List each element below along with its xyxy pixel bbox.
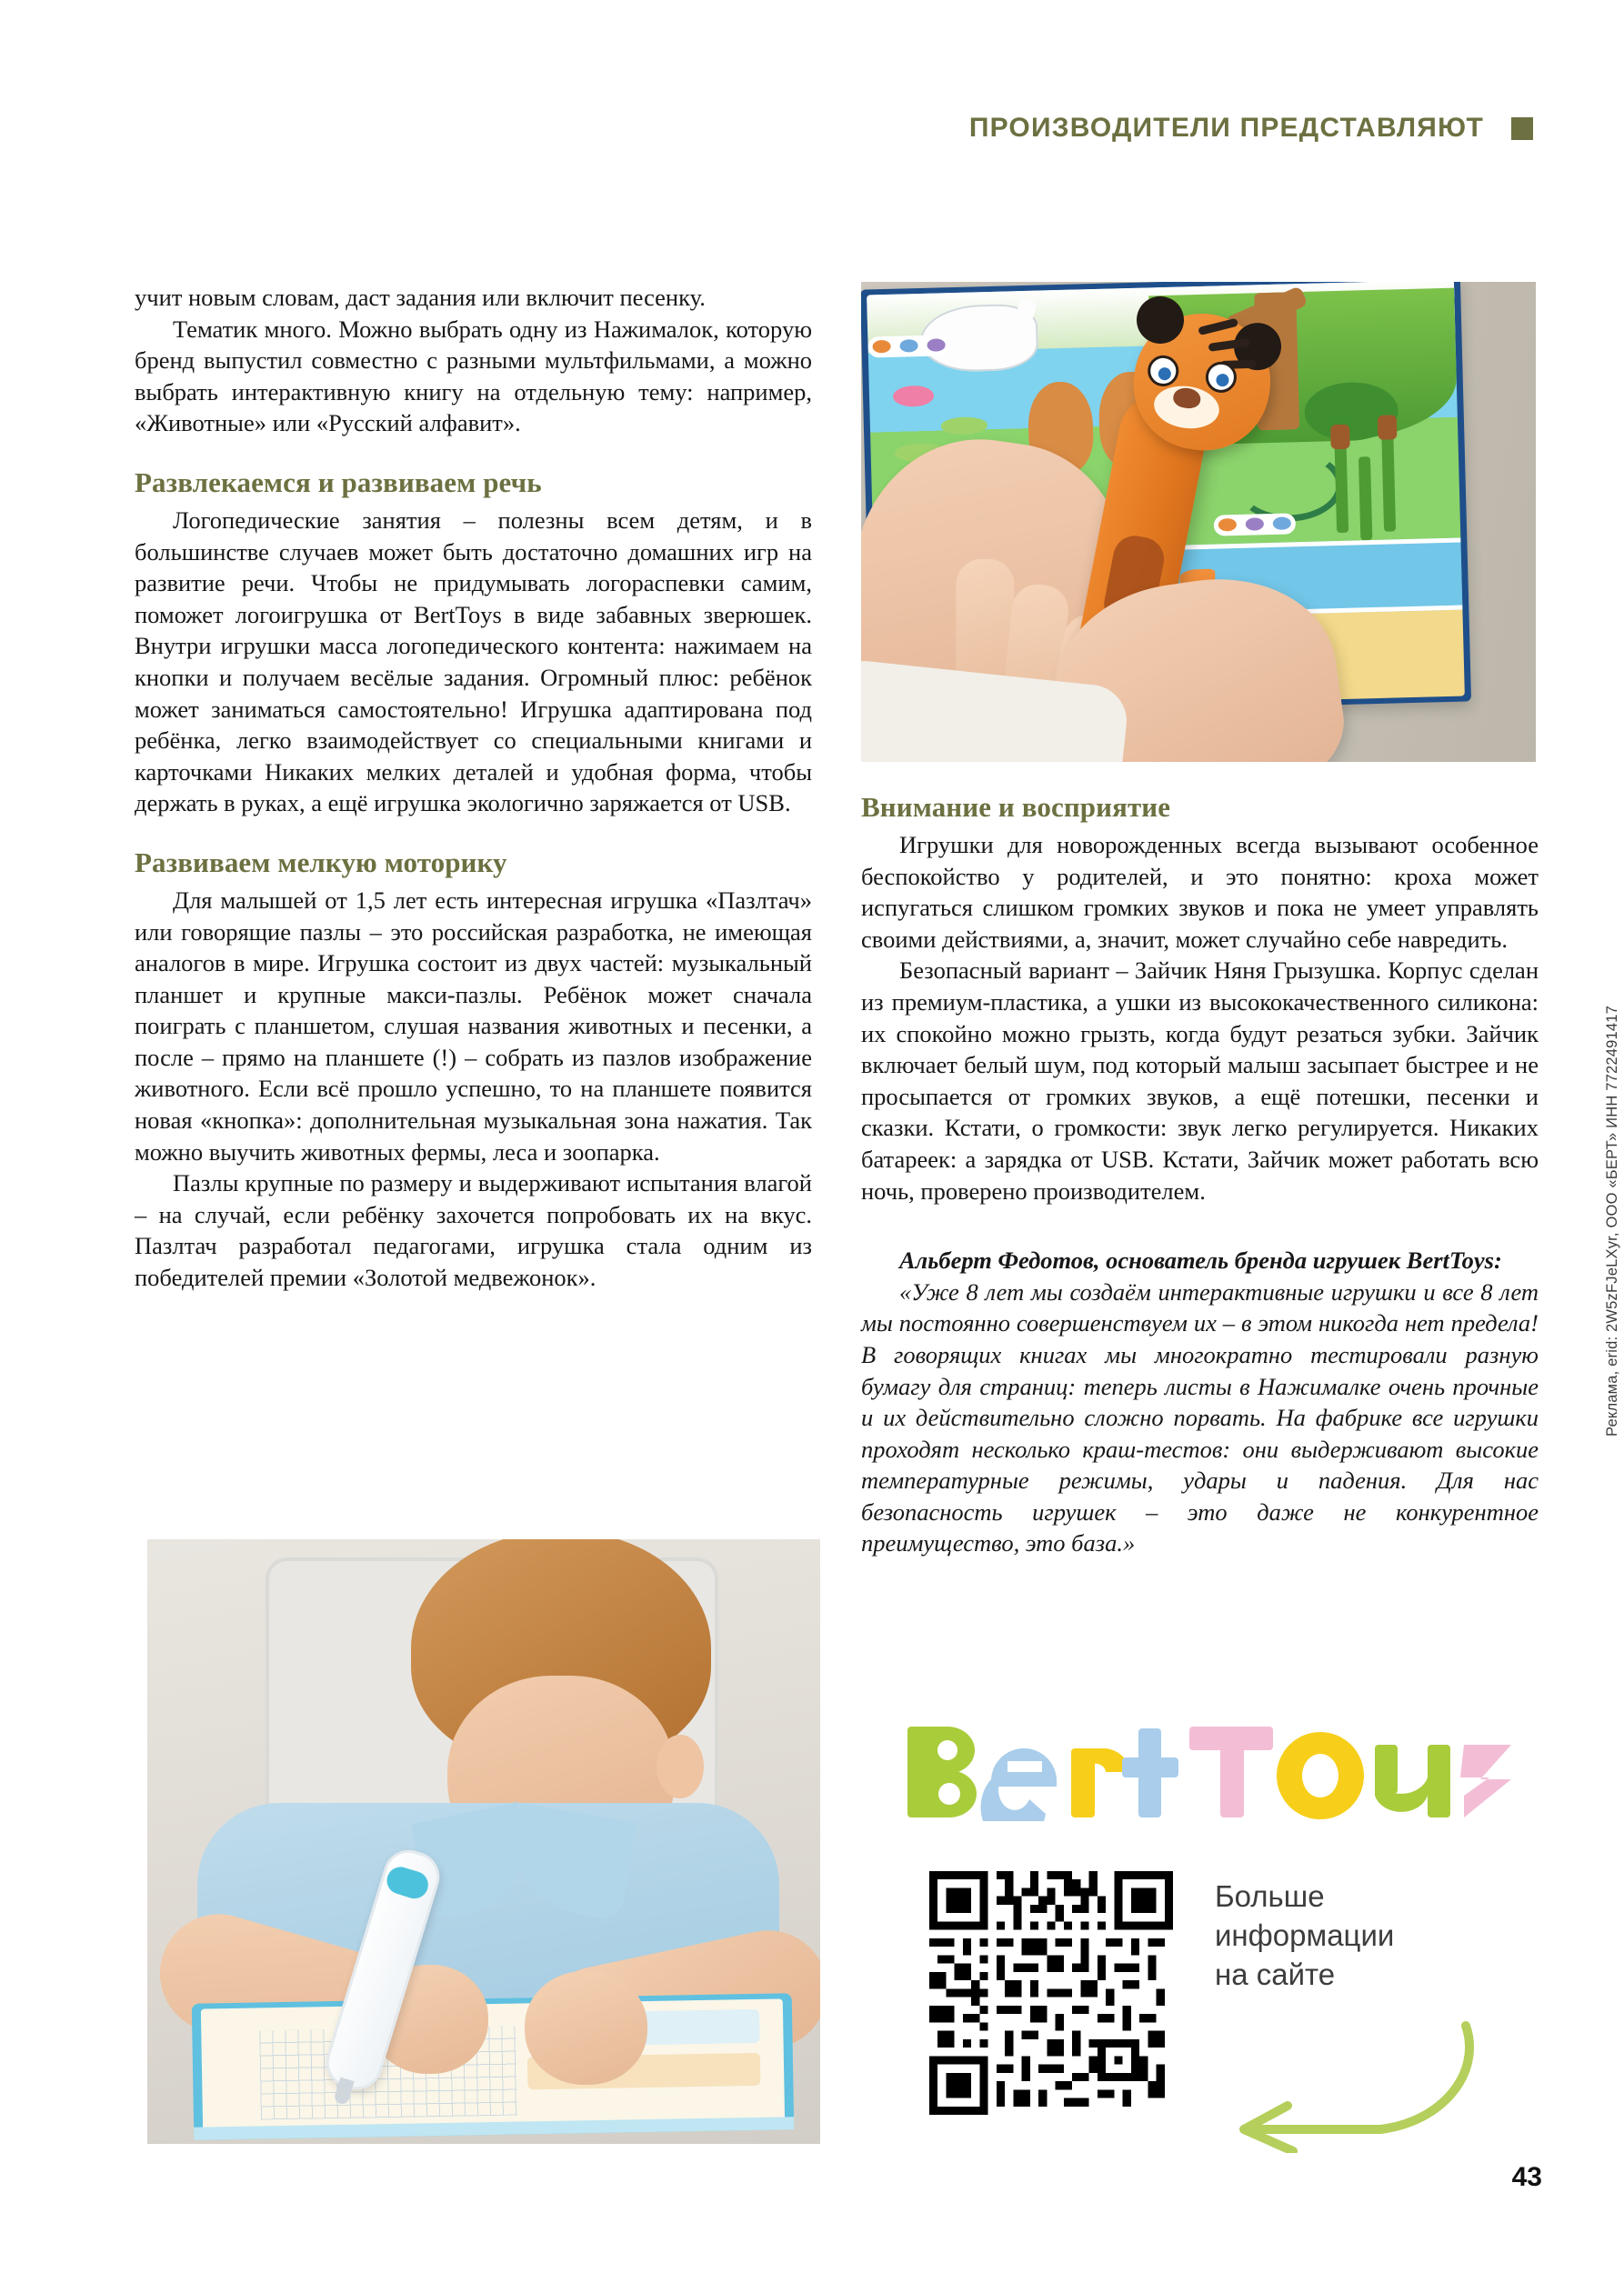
illustration-reed: [1381, 431, 1396, 531]
qr-promo-line-1: Больше: [1215, 1879, 1325, 1913]
illustration-sound-buttons: [867, 335, 950, 357]
tiger-eye: [1146, 354, 1180, 388]
logo-letter-y: [1375, 1745, 1450, 1817]
paragraph-bunny: Безопасный вариант – Зайчик Няня Грызушка. Корпус сделан из премиум-пластика, а ушки из высококачественного силикона: их спокойно можно грызть, когда будут резаться зубки. Зайчик включает белый шум, под который малыш засыпает быстрее и не просыпается от громких звуков, а ещё потешки, песенки и сказки. Кстати, о громкости: звук легко регулируется. Никаких батареек: а зарядка от USB. Кстати, Зайчик может работать всю ночь, проверено производителем.: [861, 956, 1539, 1205]
logo-letter-T-cap: [1189, 1727, 1273, 1817]
section-heading-attention: Внимание и восприятие: [861, 791, 1171, 823]
tiger-pupil: [1158, 366, 1172, 381]
photo-tiger-stylus: [861, 282, 1536, 762]
spacer: [135, 439, 812, 465]
logo-letter-s: [1460, 1745, 1511, 1817]
running-head-label: ПРОИЗВОДИТЕЛИ ПРЕДСТАВЛЯЮТ: [968, 113, 1484, 143]
paragraph-speech: Логопедические занятия – полезны всем детям, и в большинстве случаев может быть достаточно домашних игр на развитие речи. Чтобы не придумывать логораспевки самим, поможет логоигрушка от BertToys в виде забавных зверюшек. Внутри игрушки масса логопедического контента: нажимаем на кнопки и получаем весёлые задания. Огромный плюс: ребёнок может заниматься самостоятельно! Игрушка адаптирована под ребёнка, легко взаимодействует со специальными книгами и карточками Никаких мелких деталей и удобная форма, чтобы держать в руках, а ещё игрушка экологично заряжается от USB.: [135, 506, 812, 817]
qr-promo-block: [929, 1871, 1529, 2162]
illustration-lily-flower: [893, 385, 935, 406]
logo-letter-t: [1122, 1728, 1178, 1817]
qr-promo-text: [1215, 1877, 1469, 1994]
boy-hand-right: [525, 1971, 647, 2085]
paragraph-puzzle-durability: Пазлы крупные по размеру и выдерживают испытания влагой – на случай, если ребёнку захочется попробовать их на вкус. Пазлтач разработал педагогами, игрушка стала одним из победителей премии «Золотой медвежонок».: [135, 1169, 812, 1292]
section-heading-motor-skills: Развиваем мелкую моторику: [135, 846, 507, 878]
running-head: [0, 107, 1624, 149]
paragraph-themes: Тематик много. Можно выбрать одну из Нажималок, которую бренд выпустил совместно с разными мультфильмами, а можно выбрать интерактивную книгу на отдельную тему: например, «Животные» или «Русский алфавит».: [135, 315, 812, 437]
running-head-square-icon: [1511, 117, 1533, 140]
talking-book-page: [201, 1998, 785, 2136]
paragraph-newborn-toys: Игрушки для новорожденных всегда вызывают особенное беспокойство у родителей, и это понятно: кроха может испугаться слишком громких звуков и пока не умеет управлять своими действиями, а, значит, может случайно себе навредить.: [861, 831, 1539, 953]
curved-arrow-icon: [1193, 2017, 1493, 2153]
illustration-snake: [1235, 449, 1343, 523]
illustration-reed: [1358, 456, 1372, 540]
logo-letter-b: [907, 1727, 977, 1817]
illustration-cattail: [1330, 424, 1349, 449]
talking-book-open: [192, 1993, 795, 2139]
quote-attribution: Альберт Федотов, основатель бренда игрушек BertToys:: [899, 1247, 1502, 1275]
pen-accent-band: [384, 1864, 432, 1902]
logo-letter-r: [1071, 1748, 1129, 1817]
spacer: [861, 1207, 1539, 1245]
ad-disclosure-vertical: Реклама, erid: 2W5zFJeLXyr, ООО «БЕРТ» ИНН 7722491417: [1604, 1005, 1620, 1437]
illustration-sound-buttons: [1213, 513, 1296, 536]
left-column: [135, 282, 812, 1294]
qr-promo-line-3: на сайте: [1215, 1958, 1336, 1991]
photo-boy-writing: [147, 1539, 820, 2144]
photo-boy-writing-art: [147, 1539, 820, 2144]
paragraph-puzzletouch: Для малышей от 1,5 лет есть интересная игрушка «Пазлтач» или говорящие пазлы – это российская разработка, не имеющая аналогов в мире. Игрушка состоит из двух частей: музыкальный планшет и крупные макси-пазлы. Ребёнок может сначала поиграть с планшетом, слушая названия животных и песенки, а после – прямо на планшете (!) – собрать из пазлов изображение животного. Если всё прошло успешно, то на планшете появится новая «кнопка»: дополнительная музыкальная зона нажатия. Так можно выучить животных фермы, леса и зоопарка.: [135, 886, 812, 1166]
page-number: 43: [1511, 2162, 1542, 2192]
spacer: [135, 819, 812, 845]
logo-letter-e: [981, 1748, 1057, 1821]
quote-body: «Уже 8 лет мы создаём интерактивные игрушки и все 8 лет мы постоянно совершенствуем их – в этом никогда нет предела! В говорящих книгах мы многократно тестировали разную бумагу для страниц: теперь листы в Нажималке очень прочные и их действительно сложно порвать. На фабрике все игрушки проходят несколько краш-тестов: они выдерживают высокие температурные режимы, удары и падения. Для нас безопасность игрушек – это даже не конкурентное преимущество, это база.»: [861, 1277, 1539, 1557]
qr-promo-line-2: информации: [1215, 1918, 1395, 1952]
berttoys-logo: [900, 1721, 1528, 1821]
illustration-lily-pad: [940, 416, 987, 435]
logo-letter-o: [1277, 1732, 1364, 1819]
photo-tiger-stylus-art: [861, 282, 1536, 762]
boy-ear: [657, 1735, 704, 1798]
illustration-cattail: [1378, 415, 1397, 440]
section-heading-speech: Развлекаемся и развиваем речь: [135, 466, 542, 498]
paragraph-intro-continued: учит новым словам, даст задания или включит песенку.: [135, 284, 706, 311]
tiger-stripe: [1198, 318, 1238, 335]
tiger-pupil: [1216, 373, 1230, 387]
qr-code[interactable]: [929, 1871, 1173, 2115]
illustration-reed: [1335, 441, 1349, 533]
right-column: [861, 789, 1539, 1559]
